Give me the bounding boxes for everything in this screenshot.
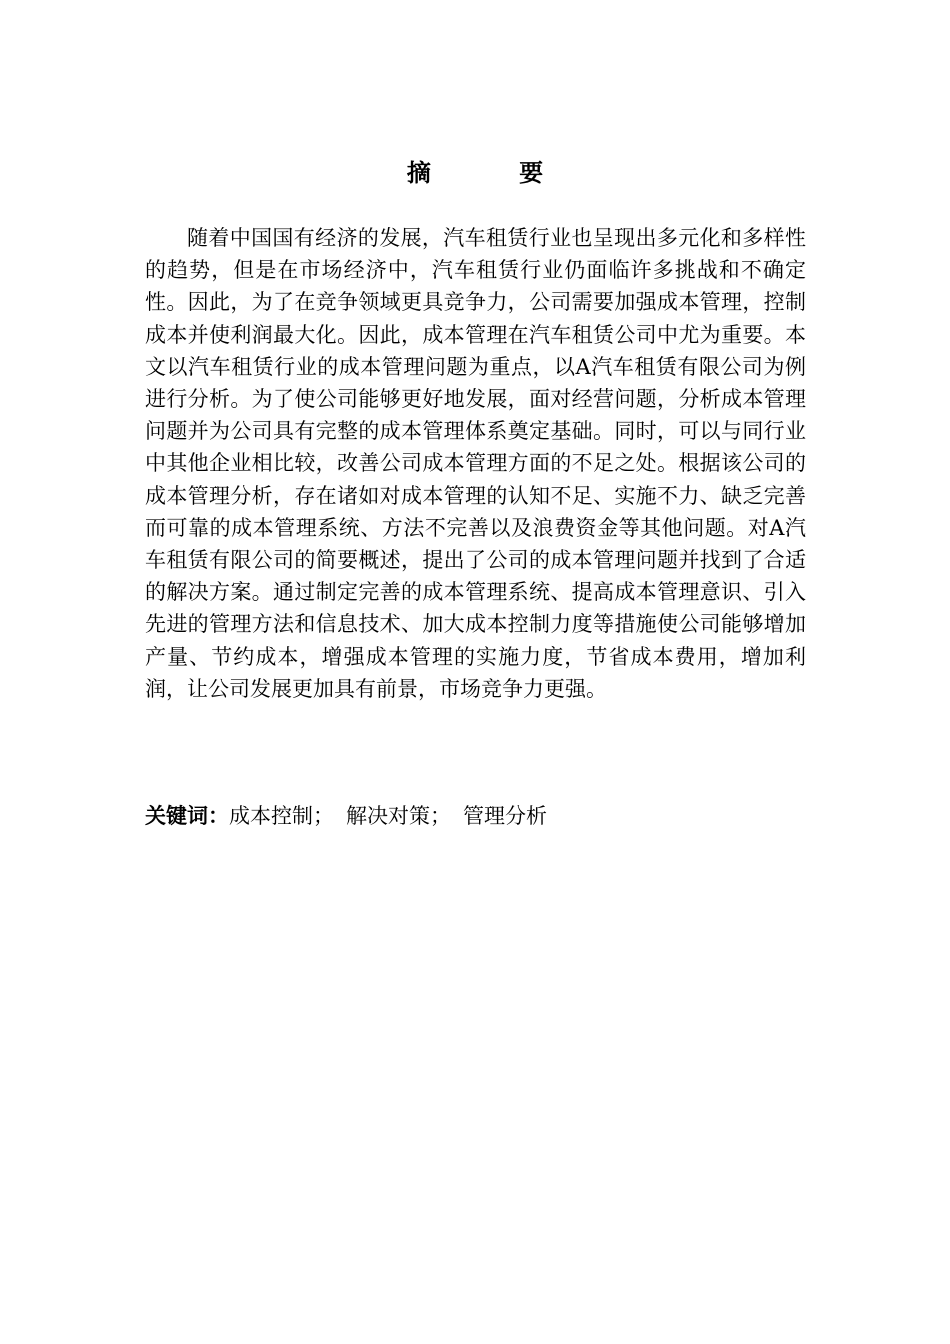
keywords-line xyxy=(145,800,806,832)
abstract-title: 摘 要 xyxy=(406,158,584,187)
keyword-item: 解决对策； xyxy=(346,804,451,828)
keyword-item: 管理分析 xyxy=(463,804,547,828)
keywords-label: 关键词： xyxy=(145,803,229,828)
abstract-body: 随着中国国有经济的发展，汽车租赁行业也呈现出多元化和多样性的趋势，但是在市场经济中，汽车租赁行业仍面临许多挑战和不确定性。因此，为了在竞争领域更具竞争力，公司需要加强成本管理，控制成本并使利润最大化。因此，成本管理在汽车租赁公司中尤为重要。本文以汽车租赁行业的成本管理问题为重点，以A汽车租赁有限公司为例进行分析。为了使公司能够更好地发展，面对经营问题，分析成本管理问题并为公司具有完整的成本管理体系奠定基础。同时，可以与同行业中其他企业相比较，改善公司成本管理方面的不足之处。根据该公司的成本管理分析，存在诸如对成本管理的认知不足、实施不力、缺乏完善而可靠的成本管理系统、方法不完善以及浪费资金等其他问题。对A汽车租赁有限公司的简要概述，提出了公司的成本管理问题并找到了合适的解决方案。通过制定完善的成本管理系统、提高成本管理意识、引入先进的管理方法和信息技术、加大成本控制力度等措施使公司能够增加产量、节约成本，增强成本管理的实施力度，节省成本费用，增加利润，让公司发展更加具有前景，市场竞争力更强。 xyxy=(145,226,806,701)
keyword-item: 成本控制； xyxy=(229,804,334,828)
